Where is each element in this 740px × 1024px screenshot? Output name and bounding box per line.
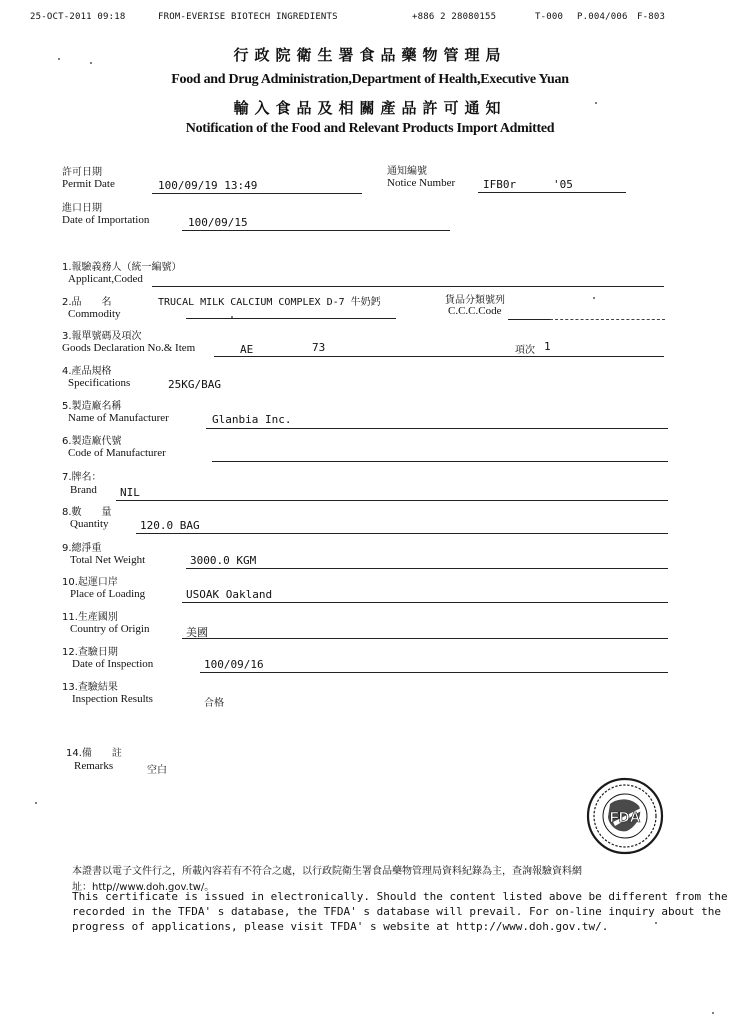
import-date-value: 100/09/15 xyxy=(188,216,248,229)
quantity-label-zh: 8.數 量 xyxy=(62,507,112,518)
declaration-underline xyxy=(214,356,664,357)
origin-underline xyxy=(182,638,668,639)
declaration-value-a: AE xyxy=(240,343,254,356)
fda-seal xyxy=(585,776,665,856)
weight-label-zh: 9.總淨重 xyxy=(62,543,102,554)
specifications-label-zh: 4.產品規格 xyxy=(62,366,112,377)
manufacturer-label-zh: 5.製造廠名稱 xyxy=(62,401,122,412)
inspection-date-value: 100/09/16 xyxy=(204,658,264,671)
remarks-label: Remarks xyxy=(74,760,114,772)
notice-number-label-zh: 通知編號 xyxy=(387,166,427,177)
scan-speck xyxy=(655,922,657,924)
fax-f-code: F-803 xyxy=(637,12,666,22)
specifications-value: 25KG/BAG xyxy=(168,378,221,391)
import-date-label: Date of Importation xyxy=(62,214,150,226)
applicant-underline xyxy=(152,286,664,287)
declaration-item-value: 1 xyxy=(544,340,551,353)
commodity-label-zh: 2.品 名 xyxy=(62,297,112,308)
loading-label-zh: 10.起運口岸 xyxy=(62,577,118,588)
applicant-label-zh: 1.報驗義務人（統一編號） xyxy=(62,262,182,273)
weight-value: 3000.0 KGM xyxy=(190,554,257,567)
fax-datetime: 25-OCT-2011 09:18 xyxy=(30,12,126,22)
notice-number-value-b: '05 xyxy=(553,178,573,191)
fax-t-code: T-000 xyxy=(535,12,564,22)
origin-label-zh: 11.生產國別 xyxy=(62,612,118,623)
notice-number-label: Notice Number xyxy=(387,177,456,189)
results-label: Inspection Results xyxy=(72,693,153,705)
loading-underline xyxy=(182,602,668,603)
notice-number-underline xyxy=(478,192,626,193)
manufacturer-label: Name of Manufacturer xyxy=(68,412,169,424)
footer-en-line1: This certificate is issued in electronically. Should the content listed above be different from the xyxy=(72,890,728,903)
agency-title-zh: 行政院衛生署食品藥物管理局 xyxy=(233,46,507,64)
brand-underline xyxy=(116,500,668,501)
declaration-label: Goods Declaration No.& Item xyxy=(62,342,196,354)
declaration-label-zh: 3.報單號碼及項次 xyxy=(62,331,142,342)
brand-label-zh: 7.牌名： xyxy=(62,472,102,483)
scan-speck xyxy=(593,297,595,299)
origin-value: 美國 xyxy=(186,626,208,639)
specifications-label: Specifications xyxy=(68,377,131,389)
notice-title-en: Notification of the Food and Relevant Products Import Admitted xyxy=(185,121,555,136)
declaration-value-b: 73 xyxy=(312,341,326,354)
footer-zh-line2: 址：http//www.doh.gov.tw/。 xyxy=(72,882,215,893)
declaration-item-label: 項次 xyxy=(515,345,535,356)
ccc-underline xyxy=(508,319,550,320)
inspection-date-underline xyxy=(200,672,668,673)
scan-speck xyxy=(712,1012,714,1014)
ccc-label: C.C.C.Code xyxy=(448,305,502,317)
notice-number-value-a: IFB0r xyxy=(483,178,517,191)
permit-date-label-zh: 許可日期 xyxy=(62,167,102,178)
quantity-underline xyxy=(136,533,668,534)
import-date-underline xyxy=(182,230,450,231)
weight-label: Total Net Weight xyxy=(70,554,146,566)
brand-label: Brand xyxy=(70,484,97,496)
import-date-label-zh: 進口日期 xyxy=(62,203,102,214)
manufacturer-code-label: Code of Manufacturer xyxy=(68,447,166,459)
permit-date-underline xyxy=(152,193,362,194)
loading-label: Place of Loading xyxy=(70,588,146,600)
commodity-underline xyxy=(186,318,396,319)
remarks-value: 空白 xyxy=(147,765,167,776)
ccc-label-zh: 貨品分類號列 xyxy=(445,295,505,306)
manufacturer-value: Glanbia Inc. xyxy=(212,413,292,426)
manufacturer-underline xyxy=(206,428,668,429)
scan-speck xyxy=(90,62,92,64)
footer-zh-line1: 本證書以電子文件行之，所載內容若有不符合之處，以行政院衛生署食品藥物管理局資料紀錄為主，查詢報驗資料網 xyxy=(72,866,582,877)
fax-sender: FROM-EVERISE BIOTECH INGREDIENTS xyxy=(158,12,338,22)
notice-title-zh: 輸入食品及相關產品許可通知 xyxy=(233,99,507,117)
applicant-label: Applicant,Coded xyxy=(68,273,143,285)
fax-phone: +886 2 28080155 xyxy=(412,12,497,22)
footer-en-line3: progress of applications, please visit TFDA' s website at http://www.doh.gov.tw/. xyxy=(72,920,609,933)
fda-seal-text: FDA xyxy=(609,809,641,826)
permit-date-value: 100/09/19 13:49 xyxy=(158,179,258,192)
remarks-label-zh: 14.備 註 xyxy=(66,748,122,759)
commodity-value: TRUCAL MILK CALCIUM COMPLEX D-7 牛奶鈣 xyxy=(158,297,381,308)
fax-page: P.004/006 xyxy=(577,12,628,22)
scan-speck xyxy=(35,802,37,804)
inspection-date-label: Date of Inspection xyxy=(72,658,154,670)
agency-title-en: Food and Drug Administration,Department of Health,Executive Yuan xyxy=(171,72,569,87)
loading-value: USOAK Oakland xyxy=(186,588,273,601)
origin-label: Country of Origin xyxy=(70,623,150,635)
brand-value: NIL xyxy=(120,486,140,499)
inspection-date-label-zh: 12.查驗日期 xyxy=(62,647,118,658)
weight-underline xyxy=(186,568,668,569)
quantity-label: Quantity xyxy=(70,518,109,530)
results-value: 合格 xyxy=(204,698,224,709)
scan-speck xyxy=(231,316,233,318)
scan-speck xyxy=(58,58,60,60)
quantity-value: 120.0 BAG xyxy=(140,519,200,532)
manufacturer-code-underline xyxy=(212,461,668,462)
footer-en-line2: recorded in the TFDA' s database, the TFDA' s database will prevail. For on-line inquiry about the xyxy=(72,905,722,918)
manufacturer-code-label-zh: 6.製造廠代號 xyxy=(62,436,122,447)
commodity-label: Commodity xyxy=(68,308,121,320)
permit-date-label: Permit Date xyxy=(62,178,115,190)
ccc-dashed-underline xyxy=(550,319,665,320)
fda-seal-graphic xyxy=(585,776,665,856)
results-label-zh: 13.查驗結果 xyxy=(62,682,118,693)
scan-speck xyxy=(595,102,597,104)
